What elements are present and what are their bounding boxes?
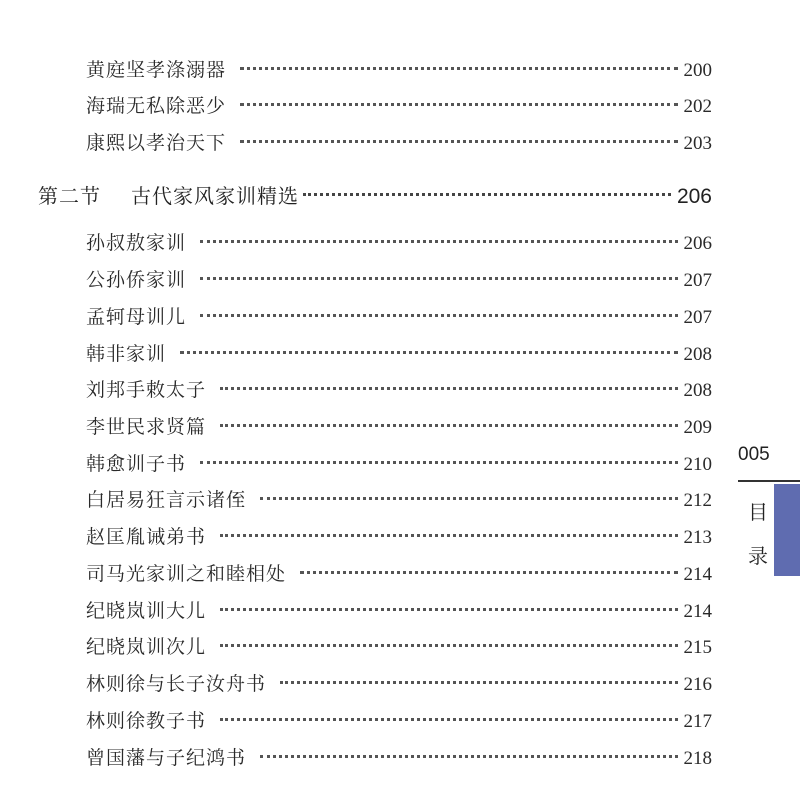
toc-entry[interactable] — [86, 523, 712, 552]
entry-page: 207 — [683, 270, 712, 291]
toc-entry[interactable] — [86, 340, 712, 369]
dot-leader — [240, 103, 677, 106]
page-number: 005 — [738, 444, 770, 465]
entry-title: 林则徐与长子汝舟书 — [86, 673, 267, 695]
toc-section-heading[interactable] — [38, 181, 712, 212]
toc-entry[interactable] — [86, 229, 712, 258]
dot-leader — [200, 461, 677, 464]
toc-entry[interactable] — [86, 92, 712, 121]
dot-leader — [180, 351, 677, 354]
entry-title: 康熙以孝治天下 — [86, 132, 227, 154]
entry-page: 207 — [683, 307, 712, 328]
section-page: 206 — [676, 185, 712, 208]
entry-title: 司马光家训之和睦相处 — [86, 563, 287, 585]
entry-title: 韩非家训 — [86, 343, 167, 365]
section-title: 古代家风家训精选 — [131, 184, 299, 208]
entry-title: 李世民求贤篇 — [86, 416, 207, 438]
section-color-tab — [774, 484, 800, 576]
entry-title: 孟轲母训儿 — [86, 306, 187, 328]
divider — [738, 480, 800, 482]
section-number: 第二节 — [38, 184, 101, 208]
entry-title: 赵匡胤诫弟书 — [86, 526, 207, 548]
toc-entry[interactable] — [86, 744, 712, 773]
entry-page: 218 — [683, 748, 712, 769]
toc-entry[interactable] — [86, 303, 712, 332]
toc-entry[interactable] — [86, 707, 712, 736]
entry-title: 公孙侨家训 — [86, 269, 187, 291]
dot-leader — [220, 424, 677, 427]
entry-page: 209 — [683, 417, 712, 438]
entry-page: 206 — [683, 233, 712, 254]
entry-title: 黄庭坚孝涤溺器 — [86, 59, 227, 81]
entry-page: 202 — [683, 96, 712, 117]
dot-leader — [200, 240, 677, 243]
toc-entry[interactable] — [86, 266, 712, 295]
entry-page: 210 — [683, 454, 712, 475]
dot-leader — [200, 277, 677, 280]
dot-leader — [240, 140, 677, 143]
dot-leader — [200, 314, 677, 317]
entry-page: 215 — [683, 637, 712, 658]
toc-entry[interactable] — [86, 376, 712, 405]
entry-page: 208 — [683, 380, 712, 401]
dot-leader — [220, 534, 677, 537]
dot-leader — [260, 497, 677, 500]
entry-title: 刘邦手敕太子 — [86, 379, 207, 401]
dot-leader — [303, 193, 671, 196]
dot-leader — [260, 755, 677, 758]
dot-leader — [220, 644, 677, 647]
entry-title: 孙叔敖家训 — [86, 232, 187, 254]
entry-page: 212 — [683, 490, 712, 511]
entry-title: 海瑞无私除恶少 — [86, 95, 227, 117]
entry-page: 200 — [683, 60, 712, 81]
entry-title: 林则徐教子书 — [86, 710, 207, 732]
entry-page: 217 — [683, 711, 712, 732]
entry-title: 曾国藩与子纪鸿书 — [86, 747, 247, 769]
toc-entry[interactable] — [86, 486, 712, 515]
dot-leader — [300, 571, 677, 574]
toc-entry[interactable] — [86, 560, 712, 589]
running-head-char: 目 — [748, 500, 768, 524]
toc-entry[interactable] — [86, 670, 712, 699]
entry-title: 韩愈训子书 — [86, 453, 187, 475]
toc-entry[interactable] — [86, 450, 712, 479]
dot-leader — [220, 718, 677, 721]
entry-page: 214 — [683, 564, 712, 585]
dot-leader — [280, 681, 677, 684]
entry-page: 214 — [683, 601, 712, 622]
dot-leader — [220, 608, 677, 611]
entry-title: 白居易狂言示诸侄 — [86, 489, 247, 511]
toc-entry[interactable] — [86, 633, 712, 662]
running-head-char: 录 — [748, 544, 768, 568]
entry-page: 203 — [683, 133, 712, 154]
toc-entry[interactable] — [86, 597, 712, 626]
entry-title: 纪晓岚训大儿 — [86, 600, 207, 622]
toc-entry[interactable] — [86, 56, 712, 85]
dot-leader — [220, 387, 677, 390]
dot-leader — [240, 67, 677, 70]
toc-entry[interactable] — [86, 413, 712, 442]
entry-page: 216 — [683, 674, 712, 695]
entry-page: 208 — [683, 344, 712, 365]
entry-page: 213 — [683, 527, 712, 548]
toc-entry[interactable] — [86, 129, 712, 158]
entry-title: 纪晓岚训次儿 — [86, 636, 207, 658]
